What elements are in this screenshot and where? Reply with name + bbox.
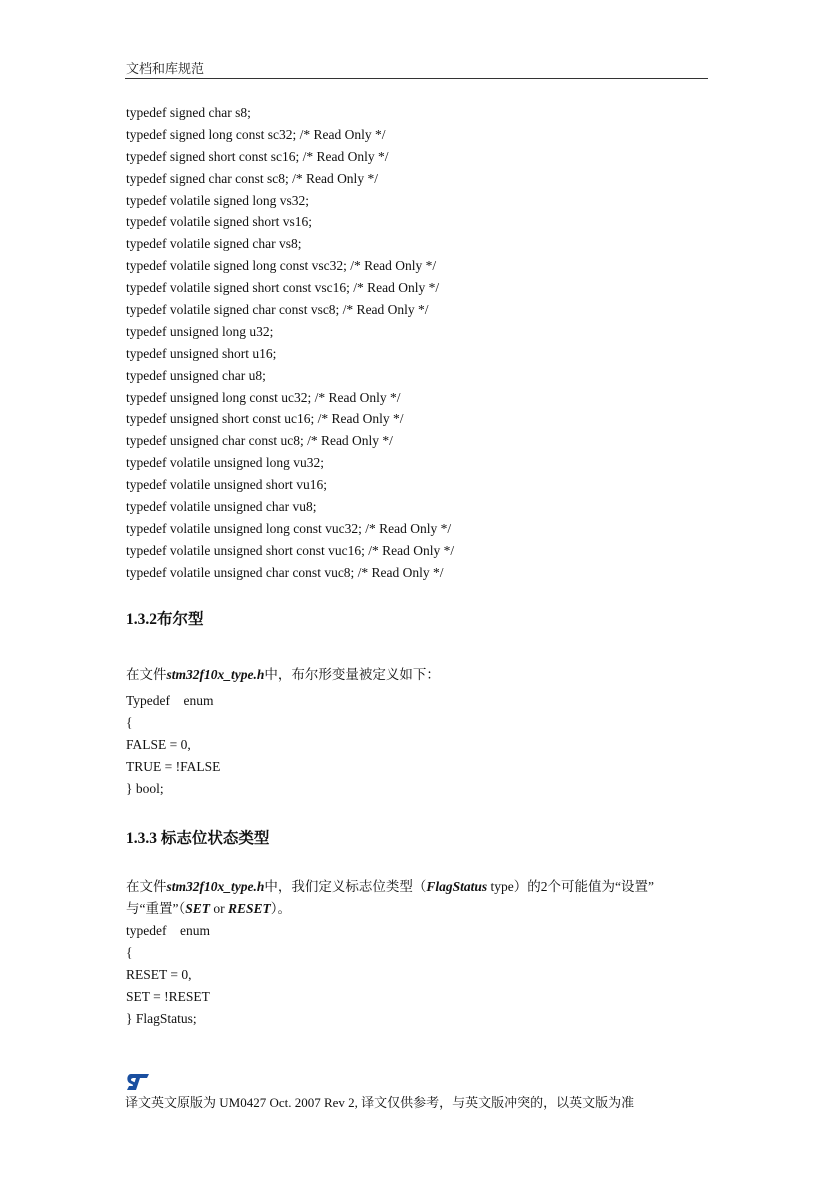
page-header-title: 文档和库规范 [126,61,205,76]
typedef-line: typedef signed char s8; [126,105,251,120]
typedef-line: typedef volatile signed short const vsc16; /* Read Only */ [126,280,440,296]
bool-intro-paragraph: 在文件stm32f10x_type.h中，布尔形变量被定义如下： [126,667,440,682]
typedef-line: typedef volatile signed char vs8; [126,236,302,252]
typedef-line: typedef volatile unsigned short const vuc16; /* Read Only */ [126,542,455,558]
typedef-line: typedef volatile unsigned short vu16; [126,477,327,493]
typedef-line: typedef signed long const sc32; /* Read Only */ [126,126,386,142]
flag-intro-paragraph-line2: 与“重置”（SET or RESET）。 [126,901,292,916]
typedef-line: typedef volatile unsigned char const vuc8; /* Read Only */ [126,564,444,580]
typedef-line: typedef volatile unsigned long const vuc32; /* Read Only */ [126,520,452,536]
typedef-list [126,102,454,584]
code-line: } bool; [126,780,164,796]
st-logo-icon [126,1073,150,1091]
typedef-line: typedef unsigned short u16; [126,345,277,361]
bool-code-block [126,690,220,799]
set-value: SET [185,901,210,916]
typedef-line: typedef volatile unsigned long vu32; [126,455,324,471]
code-line: } FlagStatus; [126,1010,197,1026]
typedef-line: typedef unsigned long u32; [126,323,274,339]
flag-intro-paragraph-line1: 在文件stm32f10x_type.h中，我们定义标志位类型（FlagStatus type）的2个可能值为“设置” [126,879,655,894]
typedef-line: typedef unsigned long const uc32; /* Read Only */ [126,389,401,405]
typedef-line: typedef unsigned char const uc8; /* Read Only */ [126,433,393,449]
footer-note: 译文英文原版为 UM0427 Oct. 2007 Rev 2, 译文仅供参考，与英文版冲突的，以英文版为准 [125,1095,635,1110]
code-line: TRUE = !FALSE [126,758,221,774]
typedef-line: typedef volatile signed long vs32; [126,192,309,208]
code-line: Typedef enum [126,693,214,708]
typedef-line: typedef signed short const sc16; /* Read Only */ [126,148,389,164]
header-rule [125,78,708,79]
file-name: stm32f10x_type.h [166,667,265,682]
typedef-line: typedef unsigned char u8; [126,367,266,383]
code-line: SET = !RESET [126,988,210,1004]
code-line: FALSE = 0, [126,736,191,752]
code-line: typedef enum [126,923,210,938]
code-line: { [126,944,133,960]
code-line: RESET = 0, [126,966,192,982]
typedef-line: typedef unsigned short const uc16; /* Read Only */ [126,411,404,427]
flag-code-block [126,920,210,1029]
typedef-line: typedef signed char const sc8; /* Read Only */ [126,170,378,186]
section-heading-bool: 1.3.2布尔型 [126,611,204,628]
typedef-line: typedef volatile signed short vs16; [126,214,312,230]
typedef-line: typedef volatile unsigned char vu8; [126,499,317,515]
section-heading-flag-status: 1.3.3 标志位状态类型 [126,830,270,847]
code-line: { [126,714,133,730]
typedef-line: typedef volatile signed long const vsc32; /* Read Only */ [126,258,437,274]
file-name: stm32f10x_type.h [166,879,265,894]
type-name: FlagStatus [426,879,488,894]
reset-value: RESET [228,901,271,916]
typedef-line: typedef volatile signed char const vsc8; /* Read Only */ [126,302,429,318]
